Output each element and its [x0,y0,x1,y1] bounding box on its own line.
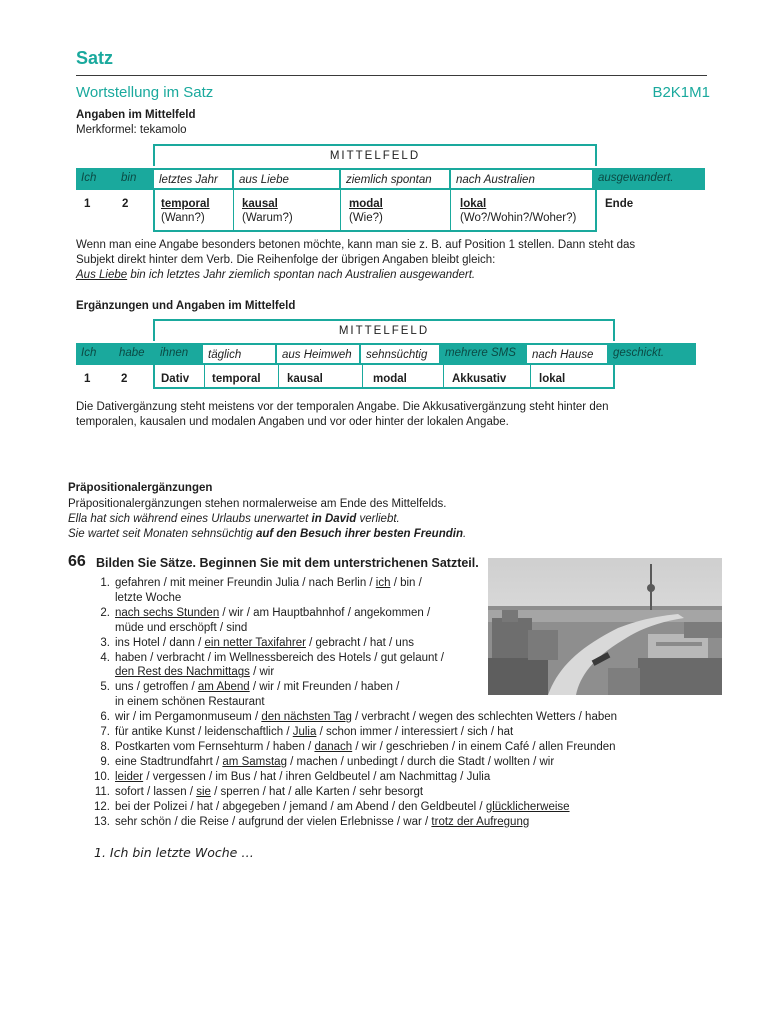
title-rule [76,75,707,76]
underlined-phrase: ich [375,577,391,589]
item-number: 12. [94,800,110,813]
divider [204,365,205,389]
phrase: / wir / am Hauptbahnhof / angekommen / [219,606,431,619]
phrase: müde und erschöpft / sind [115,621,248,634]
table1-cell-modal: ziemlich spontan [340,168,450,190]
underlined-phrase: den nächsten Tag [261,711,352,724]
underlined-phrase: den Rest des Nachmittags [115,666,250,679]
underlined-phrase: nach sechs Stunden [115,606,220,619]
phrase: in einem schönen Restaurant [115,696,265,709]
item-number: 6. [100,711,110,724]
underlined-phrase: glücklicherweise [485,800,570,813]
underlined-phrase: ein netter Taxifahrer [204,636,306,649]
table2-cell-modal: sehnsüchtig [360,343,440,365]
section1-text-line1: Wenn man eine Angabe besonders betonen möchte, kann man sie z. B. auf Position 1 stellen. Dann steht das [76,239,636,251]
item-number: 7. [100,726,110,739]
label-dativ: Dativ [161,373,190,385]
item-number: 4. [100,651,110,664]
section3-line1: Präpositionalergänzungen stehen normalerweise am Ende des Mittelfelds. [68,498,447,510]
underlined-phrase: am Samstag [222,755,287,768]
label-temporal: temporal (Wann?) [161,198,210,224]
phrase: uns / getroffen / [115,681,198,694]
label-kausal: kausal [287,373,323,385]
table2-cell-participle: geschickt. [608,343,696,365]
underlined-phrase: leider [115,770,144,783]
phrase: / verbracht / wegen des schlechten Wetters / haben [351,711,618,724]
table1-cell-kausal: aus Liebe [233,168,340,190]
phrase: / wir / mit Freunden / haben / [249,681,400,694]
underlined-phrase: am Abend [197,681,250,694]
underlined-phrase: sie [196,785,211,798]
phrase: / wir [249,666,275,679]
table2-cell-akkusativ: mehrere SMS [440,343,526,365]
item-number: 9. [100,755,110,768]
phrase: für antike Kunst / leidenschaftlich / [115,726,293,739]
divider [233,190,234,232]
label-akkusativ: Akkusativ [452,373,507,385]
table2-row [76,343,696,365]
exercise-title: Bilden Sie Sätze. Beginnen Sie mit dem unterstrichenen Satzteil. [96,556,479,570]
section1-heading: Angaben im Mittelfeld [76,109,196,121]
page-subtitle: Wortstellung im Satz [76,84,214,101]
section1-example: Aus Liebe bin ich letztes Jahr ziemlich spontan nach Australien ausgewandert. [76,269,476,281]
exercise-item [88,815,617,830]
table1-cell-verb: bin [116,168,153,190]
phrase: / sperren / hat / alle Karten / sehr besorgt [210,785,424,798]
phrase: bei der Polizei / hat / abgegeben / jemand / am Abend / den Geldbeutel / [115,800,486,813]
divider [340,190,341,232]
phrase: gefahren / mit meiner Freundin Julia / nach Berlin / [115,577,376,589]
table2-cell-dativ: ihnen [153,343,202,365]
label-ende: Ende [605,198,634,210]
divider [278,365,279,389]
section2-text-line2: temporalen, kausalen und modalen Angaben und vor oder hinter der lokalen Angabe. [76,416,509,428]
section2-text-line1: Die Dativergänzung steht meistens vor der temporalen Angabe. Die Akkusativergänzung steht hinter den [76,401,609,413]
exercise-item [88,740,617,755]
underlined-phrase: Julia [292,726,317,739]
label-temporal: temporal [212,373,261,385]
exercise-item [88,755,617,770]
page-title: Satz [76,48,114,68]
table2-cell-lokal: nach Hause [526,343,608,365]
phrase: / gebracht / hat / uns [305,636,414,649]
section1-formula: Merkformel: tekamolo [76,124,187,136]
item-number: 13. [94,815,110,828]
item-number: 2. [100,606,110,619]
item-number: 8. [100,740,110,753]
divider [450,190,451,232]
table1-cell-lokal: nach Australien [450,168,593,190]
phrase: Postkarten vom Fernsehturm / haben / [115,740,315,753]
item-number: 11. [94,785,110,798]
phrase: / schon immer / interessiert / sich / hat [316,726,514,739]
table2-cell-subject: Ich [76,343,114,365]
phrase: eine Stadtrundfahrt / [115,755,223,768]
phrase: / wir / geschrieben / in einem Café / allen Freunden [352,740,616,753]
table1-cell-temporal: letztes Jahr [153,168,233,190]
phrase: sofort / lassen / [115,785,197,798]
table1-cell-participle: ausgewandert. [593,168,705,190]
unit-code: B2K1M1 [652,84,710,101]
label-kausal: kausal (Warum?) [242,198,293,224]
item-number: 1. [100,577,110,589]
position-1: 1 [84,373,91,385]
label-modal: modal (Wie?) [349,198,383,224]
table1-row [76,168,705,190]
item-number: 10. [94,770,110,783]
position-2: 2 [121,373,128,385]
table1-cell-subject: Ich [76,168,116,190]
exercise-item [88,770,617,785]
answer-start: 1. Ich bin letzte Woche … [94,845,254,860]
phrase: ins Hotel / dann / [115,636,205,649]
section1-text-line2: Subjekt direkt hinter dem Verb. Die Reihenfolge der übrigen Angaben bleibt gleich: [76,254,496,266]
underlined-phrase: trotz der Aufregung [431,815,530,828]
phrase: letzte Woche [115,591,182,604]
section3-heading: Präpositionalergänzungen [68,482,213,494]
exercise-item [88,800,617,815]
phrase: / machen / unbedingt / durch die Stadt / wollten / wir [286,755,555,768]
position-2: 2 [122,198,129,210]
underlined-phrase: danach [314,740,353,753]
label-lokal: lokal [539,373,566,385]
phrase: sehr schön / die Reise / aufgrund der vielen Erlebnisse / war / [115,815,432,828]
label-modal: modal [373,373,407,385]
exercise-item [88,710,617,725]
phrase: haben / verbracht / im Wellnessbereich des Hotels / gut gelaunt / [115,651,444,664]
cityscape-illustration [488,558,722,695]
section3-example2: Sie wartet seit Monaten sehnsüchtig auf den Besuch ihrer besten Freundin. [68,528,467,540]
item-number: 3. [100,636,110,649]
mittelfeld-header-1: MITTELFELD [153,144,597,166]
table2-cell-kausal: aus Heimweh [276,343,360,365]
table2-cell-verb: habe [114,343,153,365]
phrase: / bin / [390,577,422,589]
item-number: 5. [100,681,110,694]
exercise-number: 66 [68,553,86,570]
mittelfeld-header-2: MITTELFELD [153,319,615,341]
divider [530,365,531,389]
position-1: 1 [84,198,91,210]
divider [443,365,444,389]
table2-cell-temporal: täglich [202,343,276,365]
berlin-cityscape-photo [488,558,722,695]
section3-example1: Ella hat sich während eines Urlaubs unerwartet in David verliebt. [68,513,400,525]
exercise-item [88,785,617,800]
label-lokal: lokal (Wo?/Wohin?/Woher?) [460,198,577,224]
phrase: wir / im Pergamonmuseum / [115,711,262,724]
phrase: / vergessen / im Bus / hat / ihren Geldbeutel / am Nachmittag / Julia [143,770,491,783]
section2-heading: Ergänzungen und Angaben im Mittelfeld [76,300,296,312]
divider [362,365,363,389]
exercise-item [88,725,617,740]
